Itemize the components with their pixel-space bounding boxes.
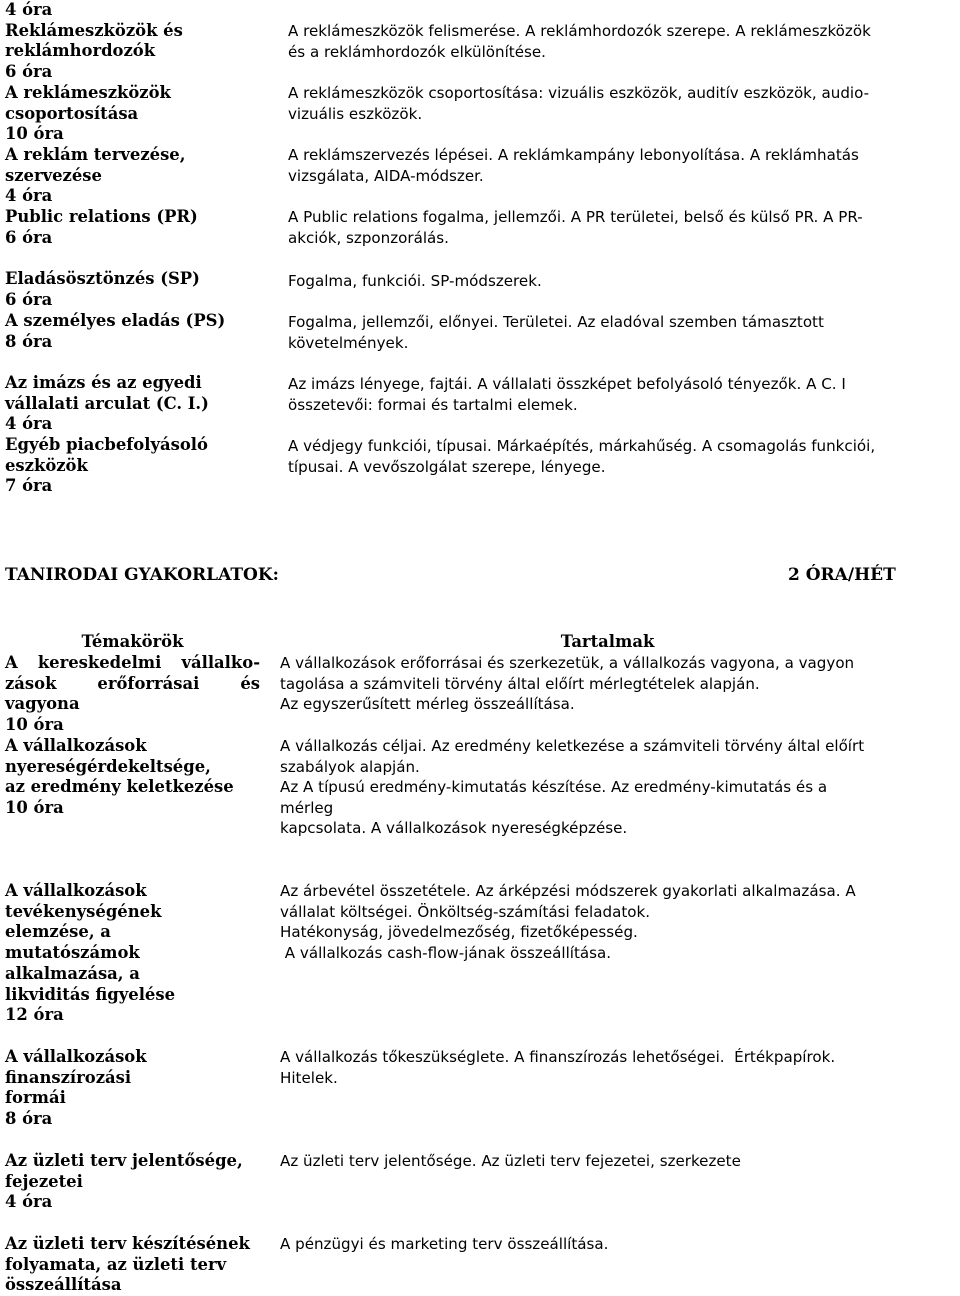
content-line: Az árbevétel összetétele. Az árképzési módszerek gyakorlati alkalmazása. A: [280, 882, 856, 900]
content-line: A Public relations fogalma, jellemzői. A PR területei, belső és külső PR. A PR-: [288, 208, 863, 226]
s2-content-3: [280, 1047, 940, 1088]
topic-line: Az imázs és az egyedi: [5, 373, 202, 392]
topic-line: 4 óra: [5, 0, 53, 19]
s2-topic-1: [5, 736, 260, 819]
content-line: Az üzleti terv jelentősége. Az üzleti terv fejezetei, szerkezete: [280, 1152, 741, 1170]
topic-line: alkalmazása, a: [5, 963, 140, 983]
s1-topic-4: [5, 269, 260, 310]
s1-topic-3: [5, 207, 260, 248]
topic-line: 4 óra: [5, 1192, 53, 1212]
s1-content-3: [288, 207, 956, 248]
topic-line: folyamata, az üzleti terv: [5, 1254, 227, 1274]
s2-topic-4: [5, 1151, 260, 1213]
topic-line: Az üzleti terv jelentősége,: [5, 1151, 243, 1170]
content-line: típusai. A vevőszolgálat szerepe, lényege.: [288, 457, 606, 476]
topic-line: Az üzleti terv készítésének: [5, 1234, 250, 1253]
content-line: és a reklámhordozók elkülönítése.: [288, 42, 546, 61]
content-line: vizsgálata, AIDA-módszer.: [288, 166, 484, 185]
topic-line: 8 óra: [5, 331, 53, 351]
topic-line: 10 óra: [5, 715, 64, 735]
s1-content-6: [288, 374, 956, 415]
topic-line: likviditás figyelése: [5, 984, 176, 1004]
content-line: A vállalkozások erőforrásai és szerkezetük, a vállalkozás vagyona, a vagyon: [280, 654, 855, 672]
topic-line: Public relations (PR): [5, 207, 198, 226]
content-line: követelmények.: [288, 333, 409, 352]
content-line: Fogalma, funkciói. SP-módszerek.: [288, 272, 542, 290]
topic-line: zások erőforrásai és: [5, 673, 260, 693]
s1-content-0: [288, 21, 956, 62]
s1-topic-2: [5, 145, 260, 207]
topic-line: finanszírozási: [5, 1067, 132, 1087]
topic-line: csoportosítása: [5, 103, 139, 123]
s1-content-1: [288, 83, 956, 124]
content-line: A vállalkozás cash-flow-jának összeállítása.: [280, 943, 612, 962]
content-line: A védjegy funkciói, típusai. Márkaépítés, márkahűség. A csomagolás funkciói,: [288, 437, 876, 455]
topic-line: A vállalkozások: [5, 1047, 147, 1066]
topic-line: mutatószámok: [5, 943, 140, 963]
content-line: Hatékonyság, jövedelmezőség, fizetőképesség.: [280, 923, 638, 942]
content-line: akciók, szponzorálás.: [288, 228, 449, 247]
topic-line: Egyéb piacbefolyásoló: [5, 435, 208, 454]
topic-line: A személyes eladás (PS): [5, 311, 226, 330]
s1-content-7: [288, 436, 956, 477]
topic-line: 12 óra: [5, 1005, 64, 1025]
topic-line: az eredmény keletkezése: [5, 777, 234, 797]
topic-line: reklámhordozók: [5, 41, 156, 61]
topic-line: 6 óra: [5, 62, 53, 82]
column-header-topics: Témakörök: [81, 632, 184, 651]
content-line: A reklámszervezés lépései. A reklámkampány lebonyolítása. A reklámhatás: [288, 146, 859, 164]
s2-content-2: [280, 881, 940, 963]
content-line: A reklámeszközök felismerése. A reklámhordozók szerepe. A reklámeszközök: [288, 22, 871, 40]
topic-line: A reklámeszközök: [5, 83, 171, 102]
topic-line: 4 óra: [5, 414, 53, 434]
topic-line: tevékenységének: [5, 901, 162, 921]
column-header-contents: Tartalmak: [560, 632, 655, 651]
topic-line: összeállítása: [5, 1275, 122, 1295]
s2-topic-0: [5, 653, 260, 736]
s2-topic-5: [5, 1234, 260, 1296]
hours-per-week: 2 ÓRA/HÉT: [788, 565, 896, 585]
topic-line: 10 óra: [5, 798, 64, 818]
content-line: Az imázs lényege, fajtái. A vállalati összképet befolyásoló tényezők. A C. I: [288, 375, 846, 393]
content-line: Az egyszerűsített mérleg összeállítása.: [280, 695, 575, 714]
s1-topic-1: [5, 83, 260, 145]
content-line: Fogalma, jellemzői, előnyei. Területei. Az eladóval szemben támasztott: [288, 313, 824, 331]
content-line: vizuális eszközök.: [288, 104, 423, 123]
topic-line: eszközök: [5, 455, 88, 475]
topic-line: 6 óra: [5, 289, 53, 309]
topic-line: 10 óra: [5, 124, 64, 144]
topic-line: 7 óra: [5, 476, 53, 496]
content-line: tagolása a számviteli törvény által előírt mérlegtételek alapján.: [280, 674, 760, 693]
topic-line: szervezése: [5, 165, 102, 185]
s2-content-5: [280, 1234, 940, 1255]
topic-line: A vállalkozások: [5, 736, 147, 755]
topic-line: 6 óra: [5, 227, 53, 247]
s1-content-4: [288, 271, 956, 292]
s1-content-2: [288, 145, 956, 186]
s1-topic-7: [5, 435, 260, 497]
content-line: vállalat költségei. Önköltség-számítási feladatok.: [280, 902, 651, 921]
topic-line: Eladásösztönzés (SP): [5, 269, 200, 288]
content-line: A vállalkozás tőkeszükséglete. A finanszírozás lehetőségei. Értékpapírok.: [280, 1048, 836, 1066]
s2-content-1: [280, 736, 940, 839]
content-line: A pénzügyi és marketing terv összeállítása.: [280, 1235, 609, 1253]
topic-line: formái: [5, 1088, 66, 1108]
s2-topic-3: [5, 1047, 260, 1130]
s1-topic-6: [5, 373, 260, 435]
topic-line: 4 óra: [5, 186, 53, 206]
s2-topic-2: [5, 881, 260, 1026]
topic-line: nyereségérdekeltsége,: [5, 756, 211, 776]
content-line: kapcsolata. A vállalkozások nyereségképzése.: [280, 819, 628, 838]
section-heading: TANIRODAI GYAKORLATOK:: [5, 565, 279, 585]
topic-line: A vállalkozások: [5, 881, 147, 900]
topic-line: A reklám tervezése,: [5, 145, 186, 164]
s1-content-5: [288, 312, 956, 353]
content-line: összetevői: formai és tartalmi elemek.: [288, 395, 578, 414]
s1-topic-5: [5, 311, 260, 352]
content-line: szabályok alapján.: [280, 757, 420, 776]
content-line: Hitelek.: [280, 1068, 338, 1087]
topic-line: A kereskedelmi vállalko-: [5, 653, 260, 672]
content-line: mérleg: [280, 798, 334, 817]
s2-content-4: [280, 1151, 940, 1172]
topic-line: fejezetei: [5, 1171, 83, 1191]
content-line: A vállalkozás céljai. Az eredmény keletkezése a számviteli törvény által előírt: [280, 737, 865, 755]
topic-line: 8 óra: [5, 1109, 53, 1129]
topic-line: Reklámeszközök és: [5, 20, 183, 40]
topic-line: vagyona: [5, 694, 80, 714]
s2-content-0: [280, 653, 940, 715]
topic-line: vállalati arculat (C. I.): [5, 393, 209, 413]
content-line: A reklámeszközök csoportosítása: vizuális eszközök, auditív eszközök, audio-: [288, 84, 870, 102]
s1-topic-0: [5, 0, 260, 83]
content-line: Az A típusú eredmény-kimutatás készítése. Az eredmény-kimutatás és a: [280, 778, 828, 797]
topic-line: elemzése, a: [5, 922, 111, 942]
